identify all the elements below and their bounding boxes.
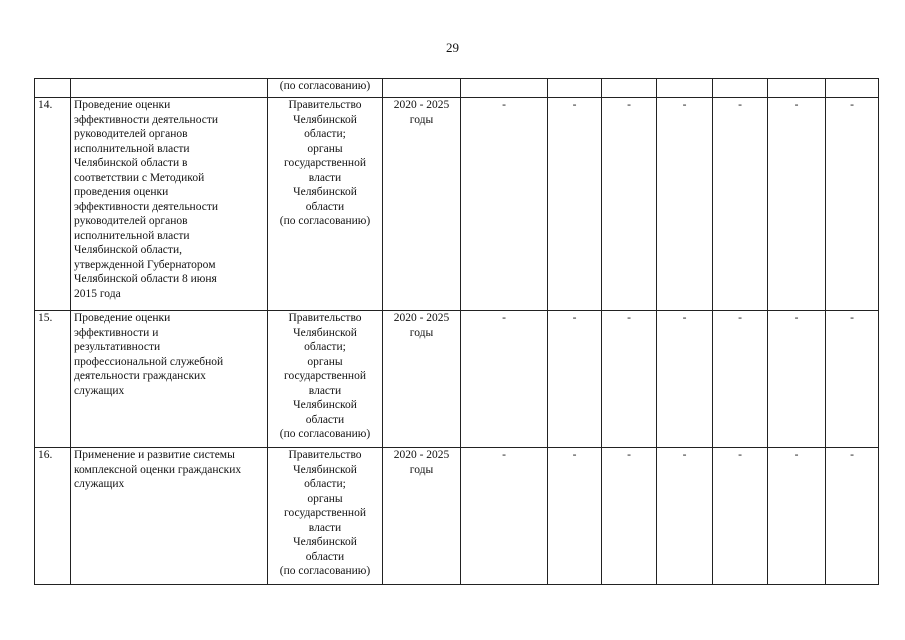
- row-number: 14.: [35, 98, 71, 311]
- row-number: 16.: [35, 448, 71, 585]
- cell-value: [461, 79, 548, 98]
- value-cell: -: [713, 448, 768, 585]
- term: 2020 - 2025 годы: [383, 98, 461, 311]
- table-row: [35, 448, 879, 585]
- cell-value: [713, 79, 768, 98]
- value-cell: -: [657, 448, 713, 585]
- table-row: [35, 311, 879, 448]
- measures-table: [34, 78, 879, 585]
- value-cell: -: [826, 311, 879, 448]
- cell-value: [826, 79, 879, 98]
- value-cell: -: [657, 98, 713, 311]
- measure-name: Применение и развитие системы комплексной оценки гражданских служащих: [71, 448, 268, 585]
- cell-value: [657, 79, 713, 98]
- value-cell: -: [768, 311, 826, 448]
- cell-value: [602, 79, 657, 98]
- value-cell: -: [548, 448, 602, 585]
- value-cell: -: [548, 98, 602, 311]
- table-row-continuation: [35, 79, 879, 98]
- measure-name: Проведение оценки эффективности деятельности руководителей органов исполнительной власти Челябинской области в соответствии с Методикой проведения оценки эффективности деятельности руководителей органов исполнительной власти Челябинской области, утвержденной Губернатором Челябинской области 8 июня 2015 года: [71, 98, 268, 311]
- value-cell: -: [461, 448, 548, 585]
- term: 2020 - 2025 годы: [383, 311, 461, 448]
- value-cell: -: [602, 311, 657, 448]
- cell-value: [768, 79, 826, 98]
- executor: Правительство Челябинской области; органы государственной власти Челябинской области (по согласованию): [268, 448, 383, 585]
- cell-num: [35, 79, 71, 98]
- executor: Правительство Челябинской области; органы государственной власти Челябинской области (по согласованию): [268, 311, 383, 448]
- value-cell: -: [826, 448, 879, 585]
- value-cell: -: [657, 311, 713, 448]
- value-cell: -: [602, 448, 657, 585]
- value-cell: -: [461, 311, 548, 448]
- page-number: 29: [446, 40, 459, 55]
- cell-executor: (по согласованию): [268, 79, 383, 98]
- cell-value: [548, 79, 602, 98]
- table-row: [35, 98, 879, 311]
- measure-name: Проведение оценки эффективности и результативности профессиональной служебной деятельности гражданских служащих: [71, 311, 268, 448]
- value-cell: -: [713, 311, 768, 448]
- cell-term: [383, 79, 461, 98]
- value-cell: -: [461, 98, 548, 311]
- executor: Правительство Челябинской области; органы государственной власти Челябинской области (по согласованию): [268, 98, 383, 311]
- value-cell: -: [826, 98, 879, 311]
- row-number: 15.: [35, 311, 71, 448]
- value-cell: -: [602, 98, 657, 311]
- value-cell: -: [713, 98, 768, 311]
- value-cell: -: [768, 448, 826, 585]
- cell-name: [71, 79, 268, 98]
- term: 2020 - 2025 годы: [383, 448, 461, 585]
- value-cell: -: [768, 98, 826, 311]
- value-cell: -: [548, 311, 602, 448]
